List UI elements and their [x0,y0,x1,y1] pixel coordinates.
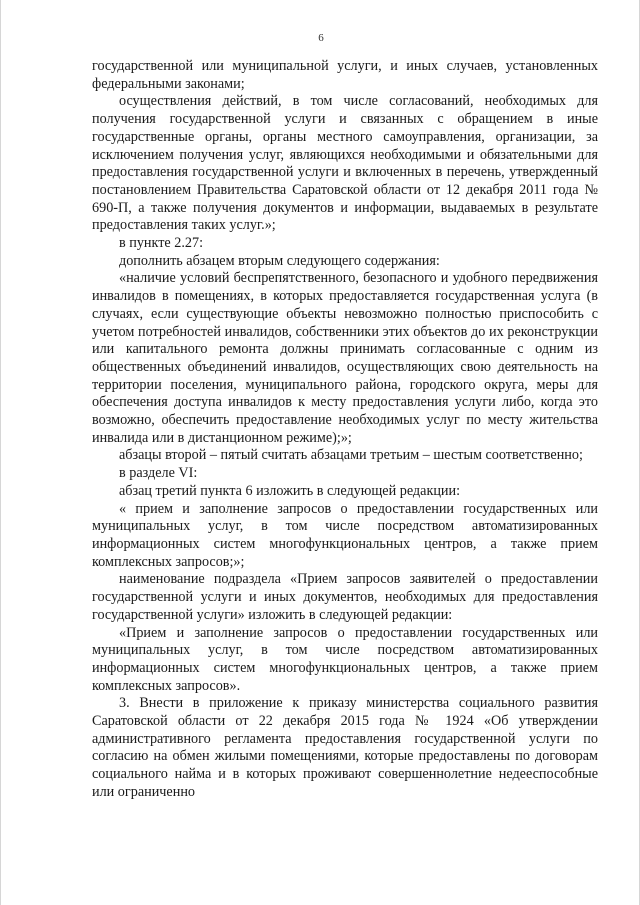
paragraph: дополнить абзацем вторым следующего содержания: [119,252,440,269]
paragraph: « прием и заполнение запросов о предоставлении государственных или муниципальных услуг, в том числе посредством автоматизированных информационных систем многофункциональных центров, а также прием комплексных запросов;»; [92,500,598,570]
page-number: 6 [318,32,324,44]
paragraph: абзацы второй – пятый считать абзацами третьим – шестым соответственно; [119,447,583,464]
paragraph: 3. Внести в приложение к приказу министерства социального развития Саратовской области от 22 декабря 2015 года № 1924 «Об утверждении административного регламента предоставления государственной услуги по согласию на обмен жилыми помещениями, которые предоставлены по договорам социального найма и в которых проживают совершеннолетние недееспособные или ограниченно [92,695,598,800]
paragraph: «наличие условий беспрепятственного, безопасного и удобного передвижения инвалидов в помещениях, в которых предоставляется государственная услуга (в случаях, если существующие объекты невозможно полностью приспособить с учетом потребностей инвалидов, собственники этих объектов до их реконструкции или капитального ремонта должны принимать согласованные с одним из общественных объединений инвалидов, осуществляющих свою деятельность на территории поселения, муниципального района, городского округа, меры для обеспечения доступа инвалидов к месту предоставления услуги либо, когда это возможно, обеспечить предоставление необходимых услуг по месту жительства инвалида или в дистанционном режиме);»; [92,270,598,446]
paragraph: наименование подраздела «Прием запросов заявителей о предоставлении государственной услуги и иных документов, необходимых для предоставления государственной услуги» изложить в следующей редакции: [92,571,598,623]
paragraph: в пункте 2.27: [119,235,204,252]
paragraph: «Прием и заполнение запросов о предоставлении государственных или муниципальных услуг, в том числе посредством автоматизированных информационных систем многофункциональных центров, а также прием комплексных запросов». [92,624,598,694]
paragraph: осуществления действий, в том числе согласований, необходимых для получения государственной услуги и связанных с обращением в иные государственные органы, органы местного самоуправления, организации, за исключением получения услуг, являющихся необходимыми и обязательными для предоставления государственной услуги и включенных в перечень, утвержденный постановлением Правительства Саратовской области от 12 декабря 2011 года № 690-П, а также получения документов и информации, выдаваемых в результате предоставления таких услуг.»; [92,93,598,234]
paragraph: в разделе VI: [119,465,198,482]
document-body [92,58,598,802]
paragraph: государственной или муниципальной услуги, и иных случаев, установленных федеральными законами; [92,58,598,92]
paragraph: абзац третий пункта 6 изложить в следующей редакции: [119,482,461,499]
